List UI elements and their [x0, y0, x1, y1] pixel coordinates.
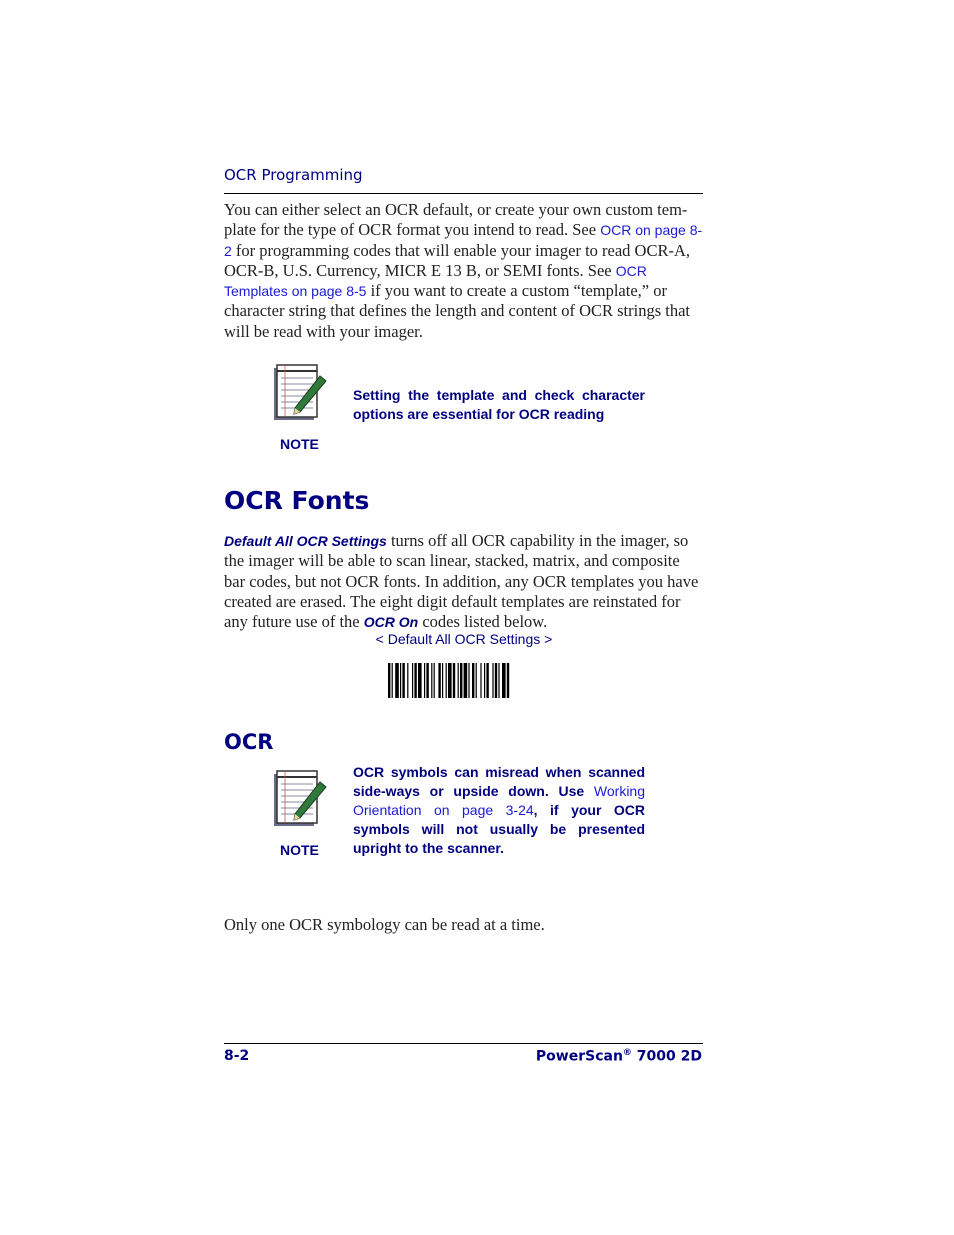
barcode-bar [480, 663, 481, 698]
barcode-icon[interactable] [388, 663, 548, 698]
product-name [536, 1048, 702, 1065]
barcode-bar [453, 663, 455, 698]
barcode-bar [498, 663, 499, 698]
ocr-note-text-1: OCR symbols can misread when scanned side-ways or upside down. Use [353, 764, 645, 799]
link-ocr-page[interactable]: OCR on page 8-2 [224, 222, 703, 259]
barcode-bar [484, 663, 485, 698]
term-default-all-ocr-settings: Default All OCR Settings [224, 533, 387, 549]
barcode-bar [400, 663, 401, 698]
barcode-bar [426, 663, 428, 698]
barcode-bar [414, 663, 416, 698]
product-model-text: 7000 2D [631, 1048, 702, 1065]
barcode-bar [424, 663, 425, 698]
barcode-bar [458, 663, 459, 698]
barcode-bar [486, 663, 488, 698]
heading-ocr-fonts: OCR Fonts [224, 486, 370, 515]
intro-text-3: if you want to create a custom “template,” or character string that defines the length and content of OCR strings that will be read with your imager. [224, 281, 690, 341]
ocr-fonts-text-1: turns off all OCR capability in the imager, so the imager will be able to scan linear, stacked, matrix, and composite bar codes, but not OCR fonts. In addition, any OCR templates you have created are erased. The eight digit default templates are reinstated for any future use of the [224, 531, 699, 632]
ocr-note-text-2: , if your OCR symbols will not usually be presented upright to the scanner. [353, 802, 646, 856]
barcode-bar [502, 663, 506, 698]
barcode-bar [418, 663, 422, 698]
section-header-title: OCR Programming [224, 166, 363, 184]
ocr-note-text [353, 763, 645, 858]
barcode-bar [468, 663, 469, 698]
barcode-bar [460, 663, 462, 698]
note-label: NOTE [280, 842, 319, 858]
notepad-pen-icon [270, 362, 328, 424]
barcode-bar [431, 663, 432, 698]
barcode-bar [464, 663, 468, 698]
barcode-bar [395, 663, 399, 698]
barcode-bar [446, 663, 447, 698]
barcode-bar [407, 663, 408, 698]
barcode-bar [507, 663, 509, 698]
barcode-bar [448, 663, 452, 698]
intro-text-2: for programming codes that will enable your imager to read OCR-A, OCR-B, U.S. Currency, MICR E 13 B, or SEMI fonts. See [224, 240, 691, 280]
footer-rule [224, 1043, 703, 1044]
product-name-text: PowerScan [535, 1048, 623, 1065]
barcode-bar [472, 663, 474, 698]
ocr-after-paragraph: Only one OCR symbology can be read at a time. [224, 915, 545, 934]
barcode-bar [412, 663, 413, 698]
term-ocr-on: OCR On [363, 614, 419, 631]
barcode-bar [434, 663, 435, 698]
page-number: 8-2 [224, 1048, 250, 1064]
link-working-orientation[interactable]: Working Orientation on page 3-24 [353, 783, 645, 818]
header-rule [224, 193, 703, 194]
barcode-bar [442, 663, 443, 698]
barcode-bar [476, 663, 477, 698]
link-ocr-templates[interactable]: OCR Templates on page 8-5 [224, 262, 647, 300]
barcode-bar [492, 663, 493, 698]
barcode-caption: < Default All OCR Settings > [375, 631, 553, 647]
heading-ocr: OCR [224, 730, 274, 754]
note-text: Setting the template and check character options are essential for OCR reading [353, 387, 645, 422]
notepad-pen-icon [270, 768, 328, 830]
registered-mark: ® [622, 1048, 632, 1058]
ocr-fonts-paragraph [224, 531, 704, 632]
barcode-bar [438, 663, 440, 698]
intro-text-1: You can either select an OCR default, or create your own custom tem-plate for the type of OCR format you intend to read. See [224, 200, 688, 240]
barcode-bar [495, 663, 497, 698]
barcode-bar [388, 663, 390, 698]
barcode-bar [402, 663, 404, 698]
note-label: NOTE [280, 436, 319, 452]
ocr-fonts-text-2: codes listed below. [418, 612, 548, 632]
intro-paragraph [224, 200, 704, 342]
barcode-bar [392, 663, 393, 698]
